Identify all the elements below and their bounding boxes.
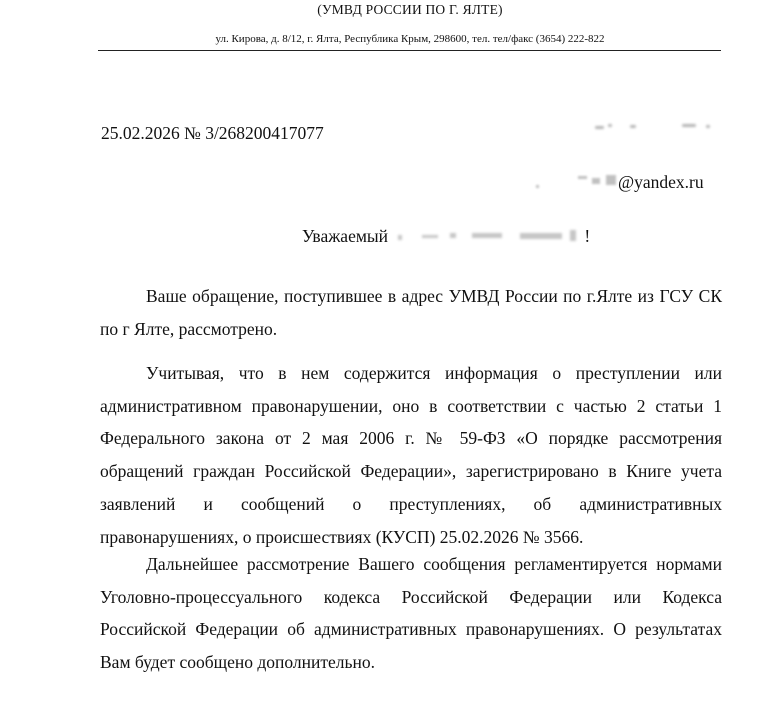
- greeting-suffix: !: [584, 226, 591, 246]
- organization-name: (УМВД РОССИИ ПО Г. ЯЛТЕ): [317, 2, 503, 17]
- paragraph-registration: Учитывая, что в нем содержится информация о преступлении или административном правонарушении, оно в соответствии с частью 2 статьи 1 Федерального закона от 2 мая 2006 г. № 59-ФЗ «О порядке рассмотрения обращений граждан Российской Федерации», зарегистрировано в Книге учета заявлений и сообщений о преступлениях, об административных правонарушениях, о происшествиях (КУСП) 25.02.2026 № 3566.: [100, 363, 722, 547]
- recipient-name-redacted: [560, 116, 720, 146]
- recipient-email: [536, 172, 704, 193]
- greeting-line: [302, 226, 590, 247]
- paragraph-review-notice: Ваше обращение, поступившее в адрес УМВД России по г.Ялте из ГСУ СК по г Ялте, рассмотрено.: [100, 286, 722, 339]
- document-reference: 25.02.2026 № 3/268200417077: [101, 123, 324, 143]
- email-domain: @yandex.ru: [618, 172, 704, 192]
- header-divider: [98, 50, 721, 51]
- greeting-prefix: Уважаемый: [302, 226, 389, 246]
- organization-address: ул. Кирова, д. 8/12, г. Ялта, Республика Крым, 298600, тел. тел/факс (3654) 222-822: [215, 33, 605, 45]
- email-redacted-part: [536, 173, 618, 191]
- greeting-name-redacted: [392, 227, 584, 245]
- paragraph-further-review: Дальнейшее рассмотрение Вашего сообщения регламентируется нормами Уголовно-процессуального кодекса Российской Федерации или Кодекса Российской Федерации об административных правонарушениях. О результатах Вам будет сообщено дополнительно.: [100, 554, 722, 673]
